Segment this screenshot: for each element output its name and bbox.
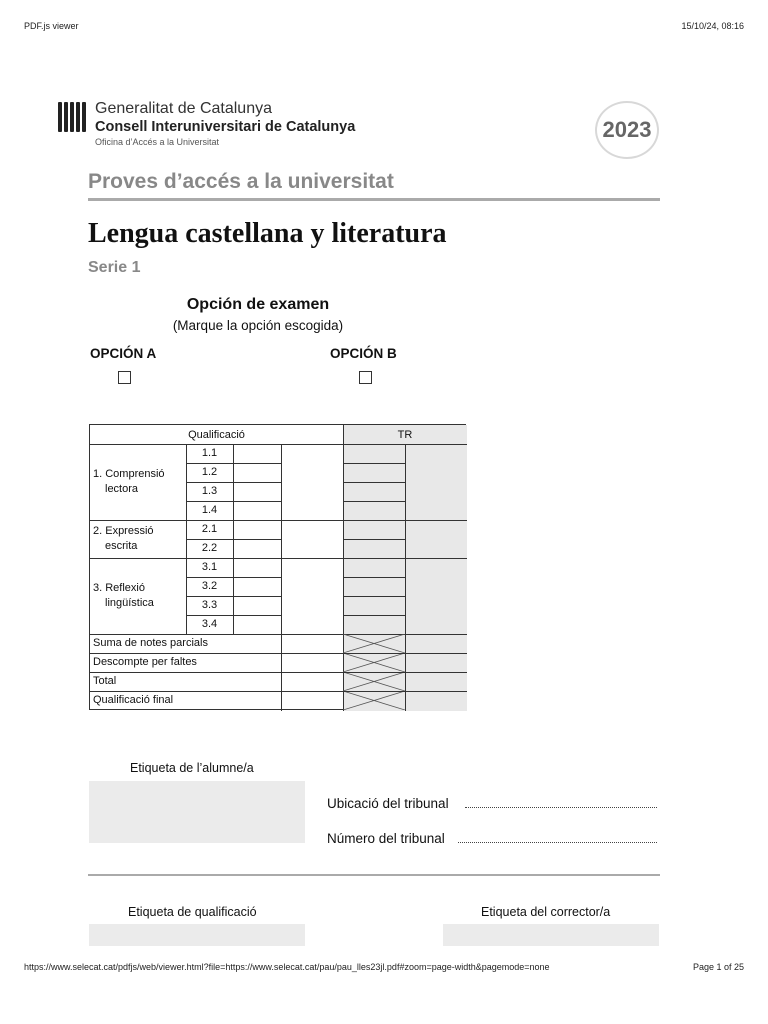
table-line xyxy=(281,444,282,634)
option-b-checkbox[interactable] xyxy=(359,371,372,384)
tribunal-number-field[interactable] xyxy=(458,842,657,843)
summary-row-label: Descompte per faltes xyxy=(93,656,197,668)
table-line xyxy=(343,482,405,483)
print-header-datetime: 15/10/24, 08:16 xyxy=(681,21,744,31)
score-cell[interactable] xyxy=(233,520,281,539)
corrector-label-area xyxy=(443,924,659,946)
table-line xyxy=(343,615,405,616)
summary-score-cell[interactable] xyxy=(281,653,343,672)
option-b-label: OPCIÓN B xyxy=(330,346,397,361)
student-label-area xyxy=(89,781,305,843)
tribunal-location-label: Ubicació del tribunal xyxy=(327,796,449,811)
score-cell[interactable] xyxy=(233,463,281,482)
score-cell[interactable] xyxy=(233,539,281,558)
institution-line1: Generalitat de Catalunya xyxy=(95,100,272,117)
institution-line3: Oficina d’Accés a la Universitat xyxy=(95,137,220,147)
table-line xyxy=(90,634,467,635)
score-cell[interactable] xyxy=(233,558,281,577)
corrector-label-caption: Etiqueta del corrector/a xyxy=(481,905,611,919)
score-cell[interactable] xyxy=(233,501,281,520)
item-number: 2.2 xyxy=(201,542,218,554)
item-number: 1.3 xyxy=(201,485,218,497)
score-cell[interactable] xyxy=(233,482,281,501)
exam-option-subtitle: (Marque la opción escogida) xyxy=(172,318,344,333)
score-cell[interactable] xyxy=(233,596,281,615)
tribunal-number-label: Número del tribunal xyxy=(327,831,445,846)
summary-score-cell[interactable] xyxy=(281,691,343,710)
item-number: 2.1 xyxy=(201,523,218,535)
item-number: 1.2 xyxy=(201,466,218,478)
table-line xyxy=(343,596,405,597)
table-line xyxy=(343,577,405,578)
header-tr: TR xyxy=(397,429,413,441)
table-line xyxy=(405,634,406,711)
score-cell[interactable] xyxy=(233,615,281,634)
table-line xyxy=(90,691,467,692)
divider xyxy=(88,198,660,201)
section-label: escrita xyxy=(105,540,138,552)
summary-score-cell[interactable] xyxy=(281,634,343,653)
pdf-page xyxy=(0,50,768,946)
institution-block xyxy=(95,100,355,149)
section-label: lingüística xyxy=(105,597,154,609)
table-line xyxy=(186,444,187,634)
header-title: Proves d’accés a la universitat xyxy=(88,170,394,193)
table-line xyxy=(281,634,282,711)
table-line xyxy=(343,501,405,502)
header-qualificacio: Qualificació xyxy=(188,429,245,441)
item-number: 3.4 xyxy=(201,618,218,630)
grades-table xyxy=(89,424,466,710)
catalan-flag-bars-icon xyxy=(58,102,88,132)
section-label: 2. Expressió xyxy=(93,525,154,537)
summary-row-label: Qualificació final xyxy=(93,694,174,706)
item-number: 1.1 xyxy=(201,447,218,459)
cross-mark-icon xyxy=(343,691,405,710)
exam-option-title: Opción de examen xyxy=(186,296,330,313)
section-label: 3. Reflexió xyxy=(93,582,145,594)
grade-label-area xyxy=(89,924,305,946)
option-a-label: OPCIÓN A xyxy=(90,346,157,361)
item-number: 3.3 xyxy=(201,599,218,611)
item-number: 3.1 xyxy=(201,561,218,573)
divider xyxy=(88,874,660,876)
cross-mark-icon xyxy=(343,653,405,672)
summary-row-label: Suma de notes parcials xyxy=(93,637,208,649)
institution-line2: Consell Interuniversitari de Catalunya xyxy=(95,119,356,135)
table-line xyxy=(233,444,234,634)
subject-title: Lengua castellana y literatura xyxy=(88,218,447,249)
score-cell[interactable] xyxy=(233,577,281,596)
table-line xyxy=(343,539,405,540)
summary-score-cell[interactable] xyxy=(281,672,343,691)
print-footer-page: Page 1 of 25 xyxy=(692,962,744,972)
table-line xyxy=(90,653,467,654)
score-cell[interactable] xyxy=(233,444,281,463)
table-line xyxy=(90,672,467,673)
cross-mark-icon xyxy=(343,672,405,691)
option-a-checkbox[interactable] xyxy=(118,371,131,384)
print-footer-url: https://www.selecat.cat/pdfjs/web/viewer.html?file=https://www.selecat.cat/pau/pau_lles23jl.pdf#zoom=page-width&pagemode=none xyxy=(24,962,550,972)
print-footer xyxy=(0,955,768,985)
cross-mark-icon xyxy=(343,634,405,653)
serie-label: Serie 1 xyxy=(88,259,141,276)
tribunal-location-field[interactable] xyxy=(465,807,657,808)
print-header xyxy=(0,0,768,50)
year-badge: 2023 xyxy=(595,101,659,159)
student-label-caption: Etiqueta de l’alumne/a xyxy=(130,761,254,775)
grade-label-caption: Etiqueta de qualificació xyxy=(128,905,257,919)
table-line xyxy=(405,444,406,634)
section-label: lectora xyxy=(105,483,139,495)
summary-row-label: Total xyxy=(93,675,117,687)
item-number: 3.2 xyxy=(201,580,218,592)
item-number: 1.4 xyxy=(201,504,218,516)
table-line xyxy=(343,463,405,464)
print-header-title: PDF.js viewer xyxy=(24,21,79,31)
section-label: 1. Comprensió xyxy=(93,468,165,480)
